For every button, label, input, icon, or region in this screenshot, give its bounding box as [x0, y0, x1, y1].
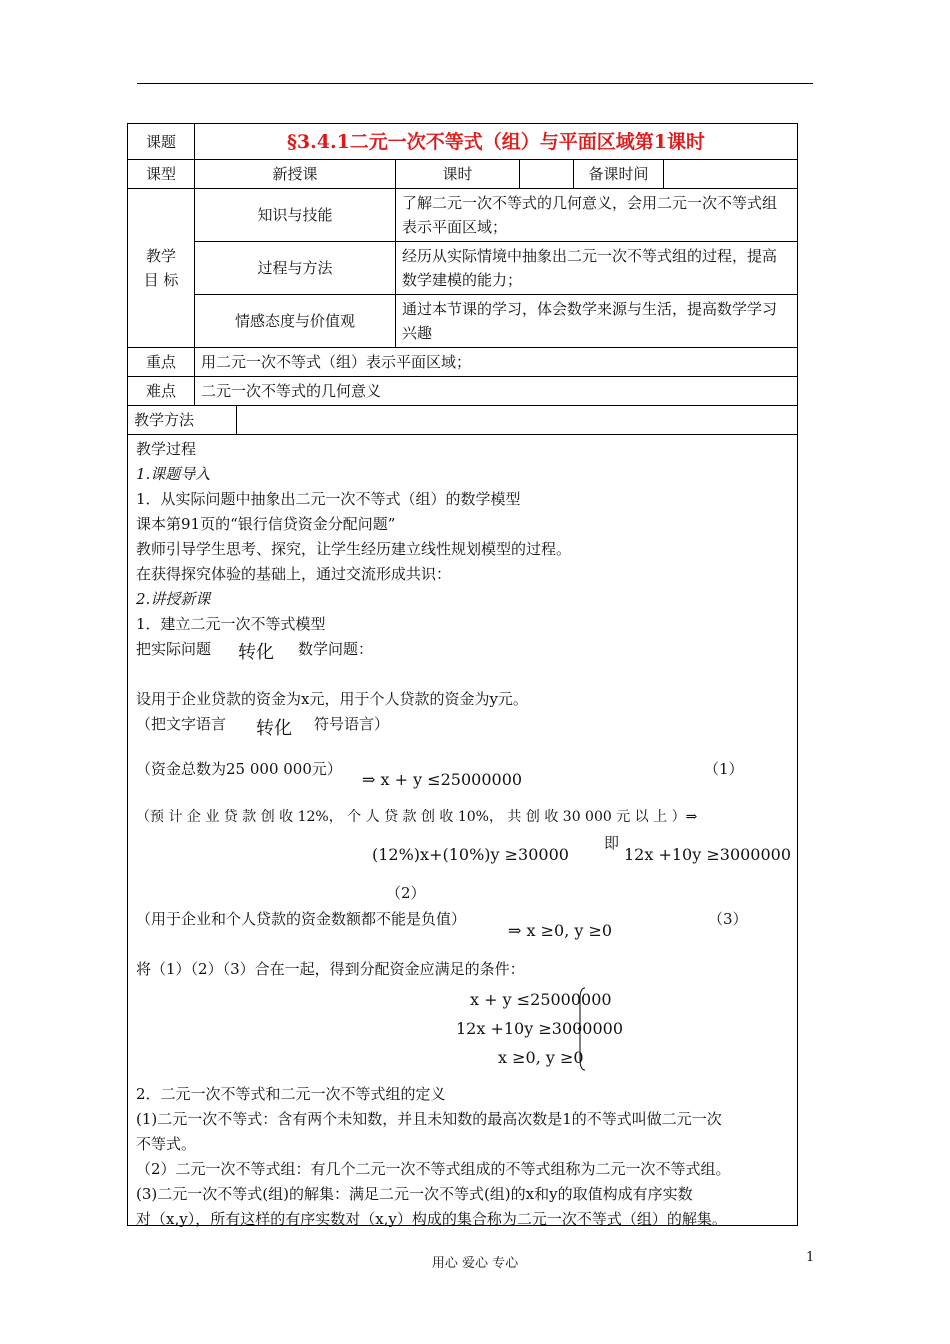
system-line-3: x ≥0, y ≥0	[498, 1048, 584, 1067]
process-line: （预 计 企 业 贷 款 创 收 12%， 个 人 贷 款 创 收 10%， 共 创 收 30 000 元 以 上 ）⇒	[136, 809, 698, 825]
lesson-plan-table	[127, 123, 798, 1226]
process-line: 不等式。	[136, 1135, 197, 1153]
process-line: (1)二元一次不等式：含有两个未知数，并且未知数的最高次数是1的不等式叫做二元一次	[136, 1110, 722, 1128]
eq-number: （2）	[386, 884, 426, 902]
label-type: 课型	[128, 160, 195, 189]
process-line: （资金总数为25 000 000元）	[136, 760, 342, 778]
process-line: 将（1）（2）（3）合在一起，得到分配资金应满足的条件：	[136, 960, 525, 978]
inequality-1: ⇒ x + y ≤25000000	[362, 770, 523, 789]
process-heading: 教学过程	[136, 440, 197, 458]
process-line: 2．二元一次不等式和二元一次不等式组的定义	[136, 1085, 446, 1103]
goal-text: 了解二元一次不等式的几何意义，会用二元一次不等式组表示平面区域；	[396, 189, 798, 242]
header-rule	[137, 83, 813, 84]
lesson-type: 新授课	[195, 160, 396, 189]
label-difficulty: 难点	[128, 377, 195, 406]
key-point: 用二元一次不等式（组）表示平面区域；	[195, 348, 798, 377]
transform-label: 转化	[238, 642, 274, 663]
label-hours: 课时	[396, 160, 520, 189]
goal-text: 经历从实际情境中抽象出二元一次不等式组的过程，提高数学建模的能力；	[396, 242, 798, 295]
goal-text: 通过本节课的学习，体会数学来源与生活，提高数学学习兴趣	[396, 295, 798, 348]
label-prep-time: 备课时间	[574, 160, 664, 189]
page-number: 1	[806, 1250, 815, 1265]
inequality-2: (12%)x+(10%)y ≥30000	[372, 845, 569, 864]
process-line: 把实际问题	[136, 640, 212, 658]
process-line: （2）二元一次不等式组：有几个二元一次不等式组成的不等式组称为二元一次不等式组。	[136, 1160, 731, 1178]
prep-time	[664, 160, 798, 189]
process-line: 数学问题：	[298, 640, 374, 658]
footer-motto: 用心 爱心 专心	[431, 1256, 519, 1271]
process-line: 课本第91页的“银行信贷资金分配问题”	[136, 515, 396, 533]
process-line: 1．从实际问题中抽象出二元一次不等式（组）的数学模型	[136, 490, 521, 508]
eq-number: （3）	[708, 910, 748, 928]
inequality-2b: 12x +10y ≥3000000	[624, 845, 792, 864]
label-goals-text: 教学 目 标	[143, 247, 179, 289]
goal-name: 情感态度与价值观	[195, 295, 396, 348]
goal-name: 知识与技能	[195, 189, 396, 242]
lesson-title: §3.4.1二元一次不等式（组）与平面区域第1课时	[195, 124, 798, 160]
section-new-lesson: 2.讲授新课	[136, 590, 211, 608]
goal-name: 过程与方法	[195, 242, 396, 295]
process-line: （把文字语言	[136, 715, 227, 733]
section-intro: 1.课题导入	[136, 465, 211, 483]
label-goals	[128, 189, 195, 348]
lesson-hours	[520, 160, 574, 189]
process-line: 设用于企业贷款的资金为x元，用于个人贷款的资金为y元。	[136, 690, 528, 708]
label-method: 教学方法	[128, 406, 237, 435]
label-key-point: 重点	[128, 348, 195, 377]
inequality-3: ⇒ x ≥0, y ≥0	[508, 921, 613, 940]
method	[237, 406, 798, 435]
process-line: 1．建立二元一次不等式模型	[136, 615, 326, 633]
transform-label: 转化	[256, 718, 292, 739]
difficulty: 二元一次不等式的几何意义	[195, 377, 798, 406]
label-title: 课题	[128, 124, 195, 160]
process-cell	[128, 435, 798, 1226]
process-line: （用于企业和个人贷款的资金数额都不能是负值）	[136, 910, 467, 928]
process-line: 在获得探究体验的基础上，通过交流形成共识：	[136, 565, 452, 583]
process-line: 符号语言）	[314, 715, 390, 733]
process-line: 对（x,y），所有这样的有序实数对（x,y）构成的集合称为二元一次不等式（组）的解集。	[136, 1210, 727, 1228]
system-line-1: x + y ≤25000000	[470, 990, 612, 1009]
system-line-2: 12x +10y ≥3000000	[456, 1019, 624, 1038]
ji-label: 即	[604, 834, 620, 852]
process-line: (3)二元一次不等式(组)的解集：满足二元一次不等式(组)的x和y的取值构成有序实数	[136, 1185, 693, 1203]
eq-number: （1）	[704, 760, 744, 778]
process-line: 教师引导学生思考、探究，让学生经历建立线性规划模型的过程。	[136, 540, 572, 558]
